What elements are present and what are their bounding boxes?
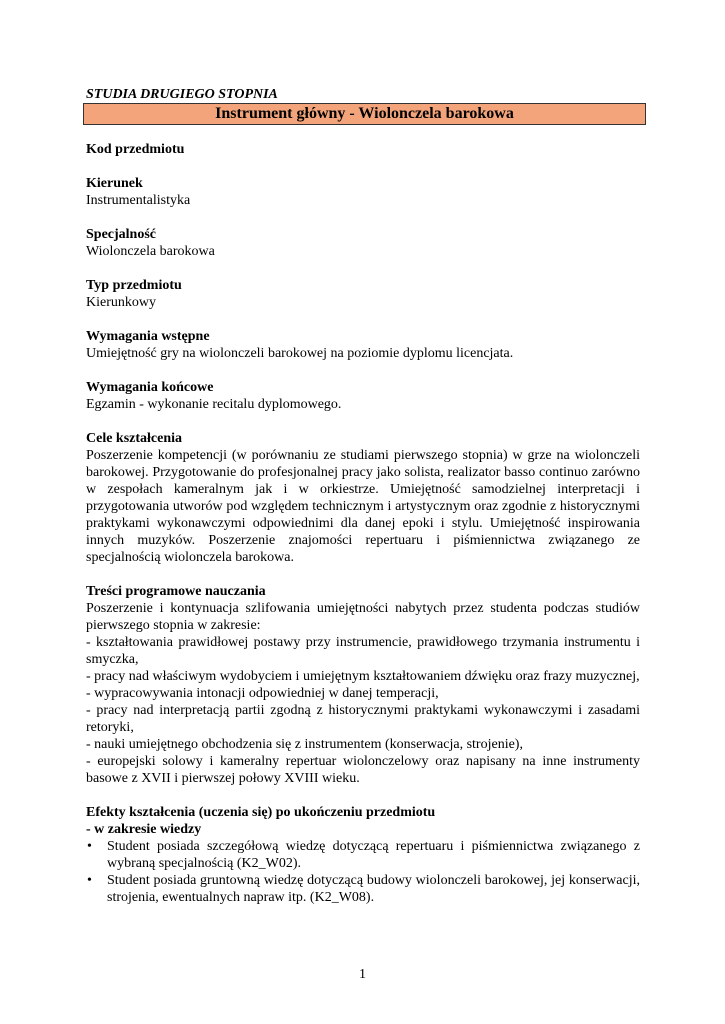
learning-outcomes-label: Efekty kształcenia (uczenia się) po ukończeniu przedmiotu	[86, 805, 436, 820]
program-content-section	[86, 583, 640, 787]
course-type-section	[86, 277, 640, 311]
prerequisites-value: Umiejętność gry na wiolonczeli barokowej na poziomie dyplomu licencjata.	[86, 346, 514, 361]
final-requirements-value: Egzamin - wykonanie recitalu dyplomowego.	[86, 397, 342, 412]
course-type-label: Typ przedmiotu	[86, 278, 182, 293]
bullet-icon: •	[87, 839, 92, 854]
field-of-study-label: Kierunek	[86, 176, 143, 191]
list-item	[86, 838, 640, 872]
list-item	[86, 872, 640, 906]
program-content-item: - pracy nad właściwym wydobyciem i umiejętnym kształtowaniem dźwięku oraz frazy muzycznej,	[86, 669, 640, 684]
list-item-text: Student posiada szczegółową wiedzę dotyczącą repertuaru i piśmiennictwa związanego z wybraną specjalnością (K2_W02).	[107, 839, 640, 871]
program-content-item: - wypracowywania intonacji odpowiedniej w danej temperacji,	[86, 686, 439, 701]
course-description	[86, 141, 640, 923]
program-content-label: Treści programowe nauczania	[86, 584, 266, 599]
course-code-section	[86, 141, 640, 158]
objectives-section	[86, 430, 640, 566]
program-content-item: - pracy nad interpretacją partii zgodną z historycznymi praktykami wykonawczymi i zasadami retoryki,	[86, 703, 640, 735]
knowledge-outcomes-list	[86, 838, 640, 906]
bullet-icon: •	[87, 873, 92, 888]
field-of-study-section	[86, 175, 640, 209]
course-title-banner: Instrument główny - Wiolonczela barokowa	[83, 103, 646, 125]
specialty-section	[86, 226, 640, 260]
page-number: 1	[359, 967, 366, 982]
program-content-intro: Poszerzenie i kontynuacja szlifowania umiejętności nabytych przez studenta podczas studiów pierwszego stopnia w zakresie:	[86, 601, 640, 633]
final-requirements-label: Wymagania końcowe	[86, 380, 214, 395]
prerequisites-section	[86, 328, 640, 362]
objectives-label: Cele kształcenia	[86, 431, 183, 446]
specialty-label: Specjalność	[86, 227, 156, 242]
course-type-value: Kierunkowy	[86, 295, 156, 310]
field-of-study-value: Instrumentalistyka	[86, 193, 191, 208]
program-content-item: - europejski solowy i kameralny repertuar wiolonczelowy oraz napisany na inne instrumenty basowe z XVII i pierwszej połowy XVIII wieku.	[86, 754, 640, 786]
list-item-text: Student posiada gruntowną wiedzę dotyczącą budowy wiolonczeli barokowej, jej konserwacji, strojenia, ewentualnych napraw itp. (K2_W08).	[107, 873, 640, 905]
knowledge-sublabel: - w zakresie wiedzy	[86, 822, 202, 837]
course-code-label: Kod przedmiotu	[86, 142, 185, 157]
program-content-item: - nauki umiejętnego obchodzenia się z instrumentem (konserwacja, strojenie),	[86, 737, 523, 752]
specialty-value: Wiolonczela barokowa	[86, 244, 215, 259]
final-requirements-section	[86, 379, 640, 413]
program-content-item: - kształtowania prawidłowej postawy przy instrumencie, prawidłowego trzymania instrumentu i smyczka,	[86, 635, 640, 667]
study-level-heading: STUDIA DRUGIEGO STOPNIA	[86, 87, 278, 102]
learning-outcomes-section	[86, 804, 640, 906]
prerequisites-label: Wymagania wstępne	[86, 329, 210, 344]
objectives-text: Poszerzenie kompetencji (w porównaniu ze studiami pierwszego stopnia) w grze na wiolonczeli barokowej. Przygotowanie do profesjonalnej pracy jako solista, realizator basso continuo zarówno w zespołach kameralnym jak i w orkiestrze. Umiejętność samodzielnej interpretacji i przygotowania utworów pod względem technicznym i artystycznym oraz zgodnie z historycznymi praktykami wykonawczymi odpowiednimi dla danej epoki i stylu. Umiejętność inspirowania innych muzyków. Poszerzenie znajomości repertuaru i piśmiennictwa związanego ze specjalnością wiolonczela barokowa.	[86, 448, 640, 565]
